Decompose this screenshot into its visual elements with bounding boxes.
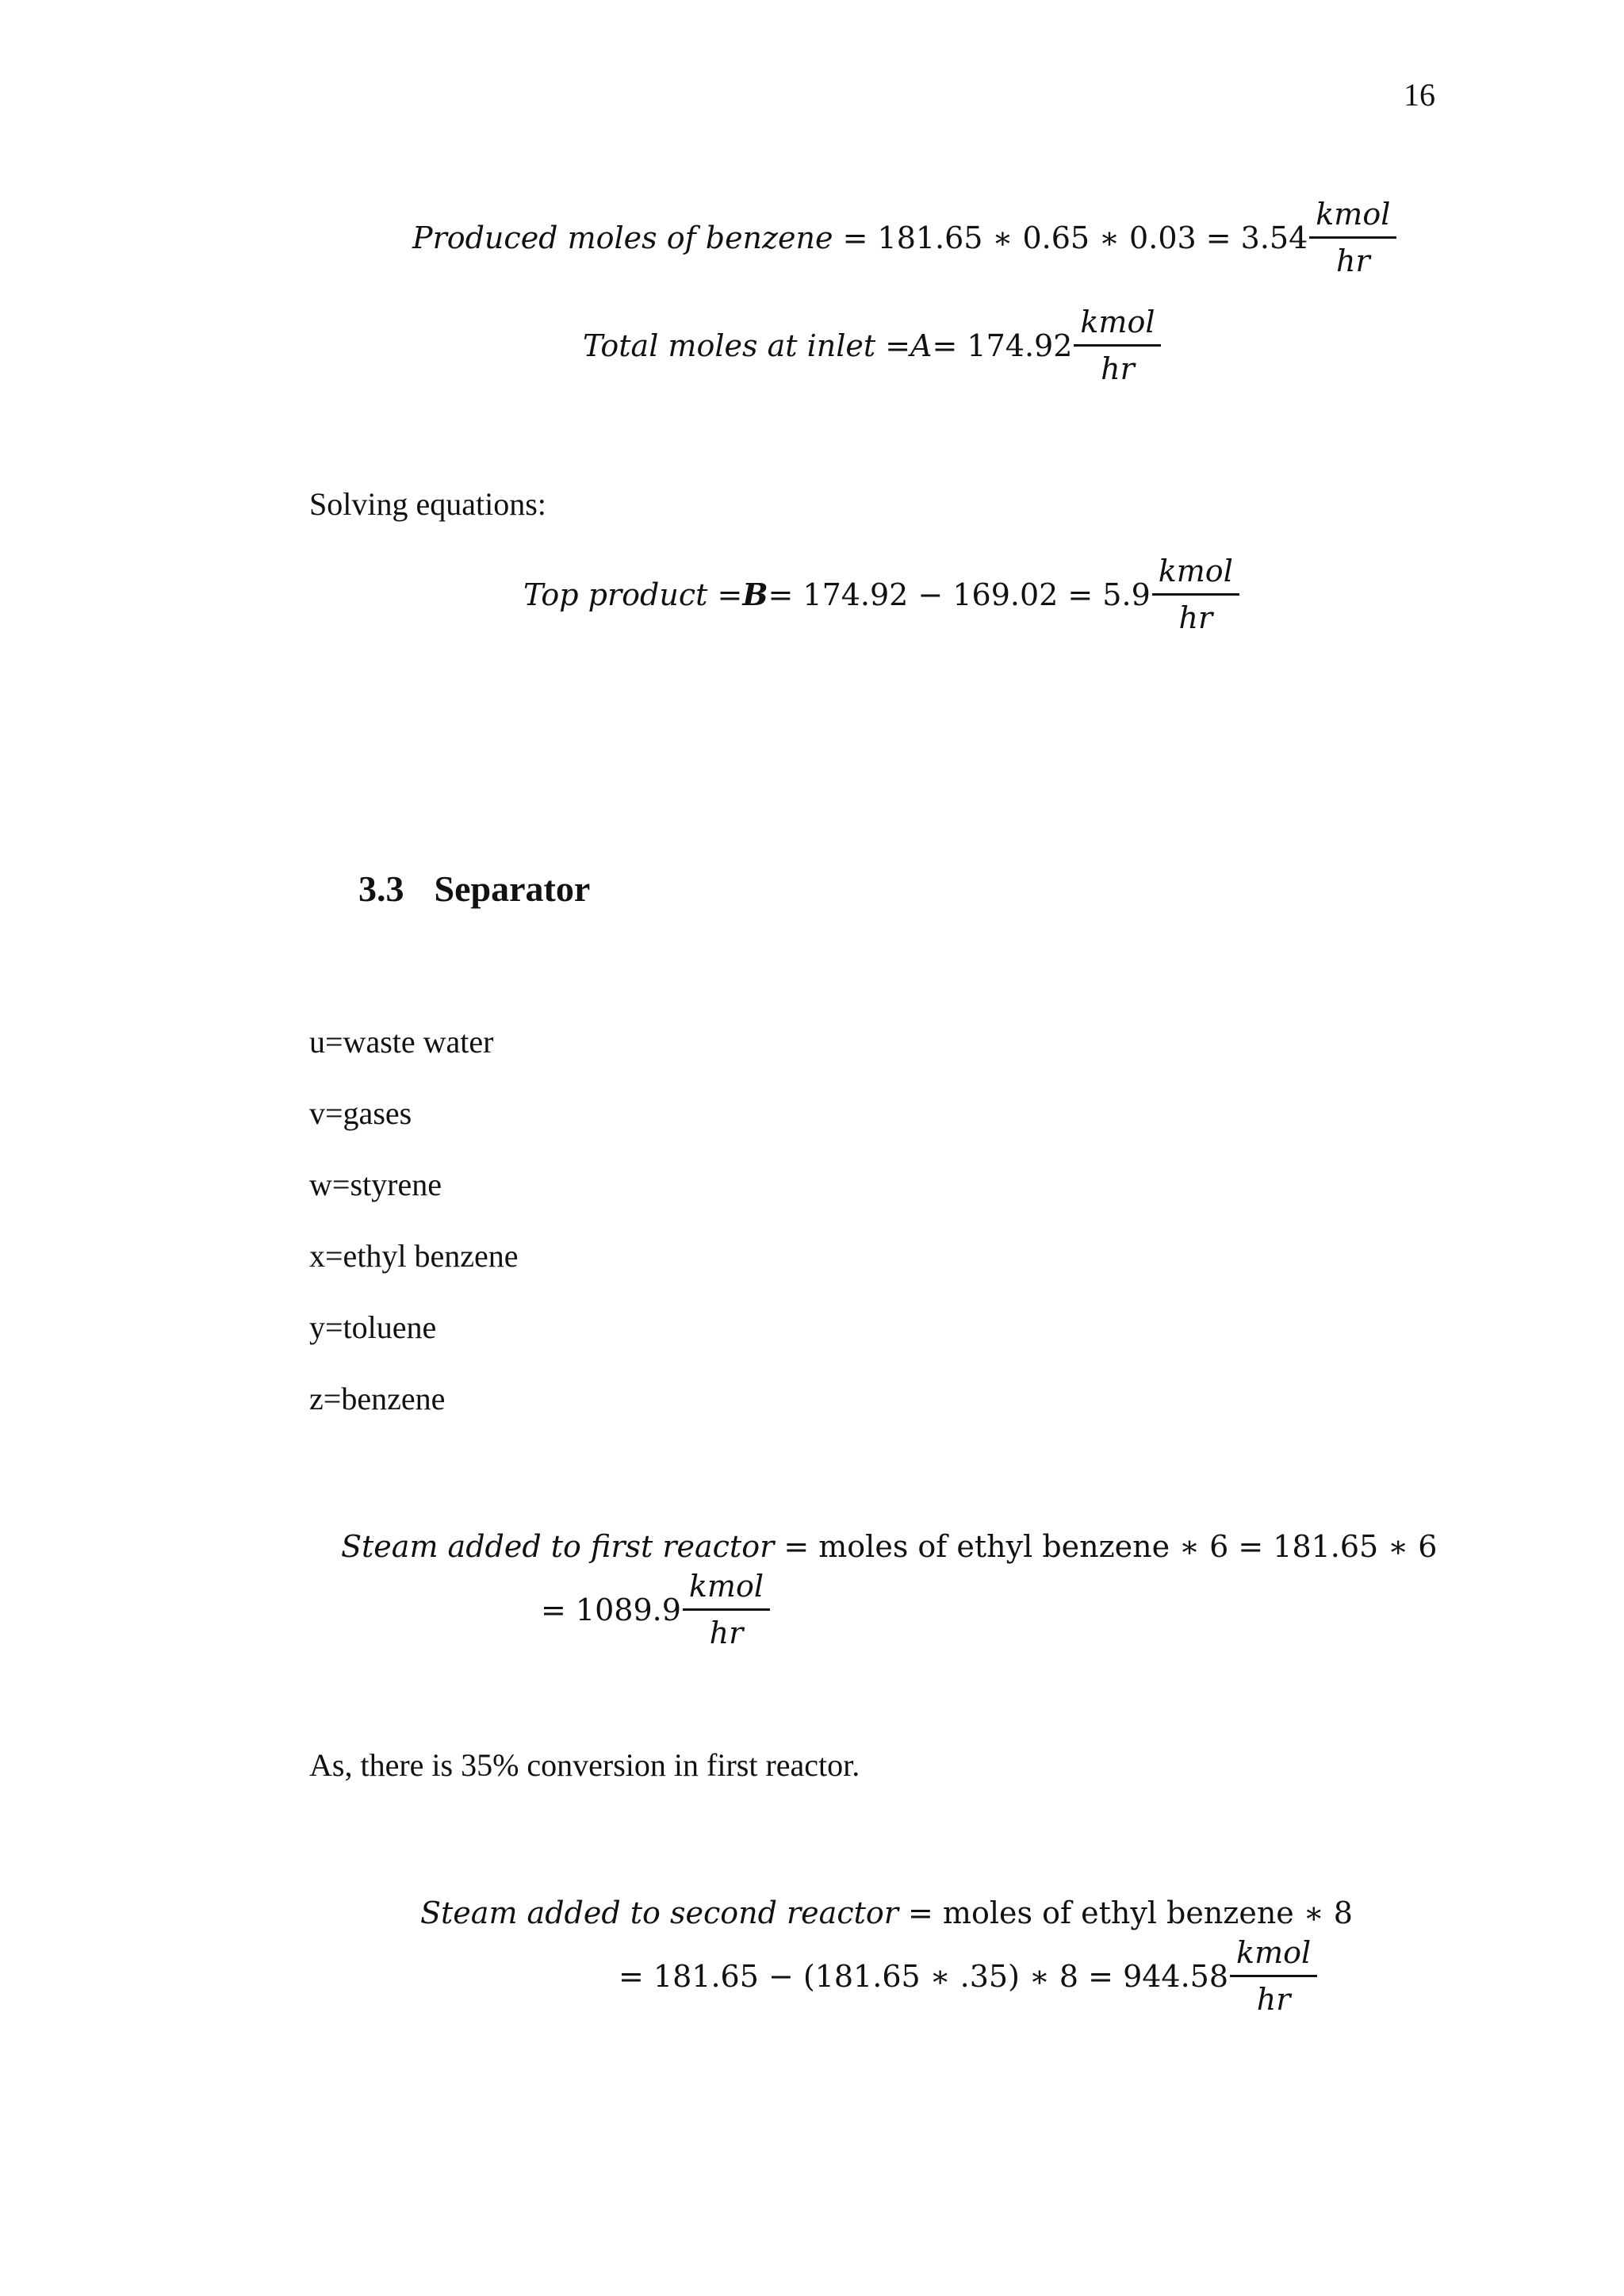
equation-var: B	[742, 577, 768, 612]
unit-denominator: hr	[683, 1608, 770, 1650]
equation-eq: =	[717, 577, 743, 612]
solving-equations-text: Solving equations:	[309, 486, 546, 522]
equation-var: A	[910, 328, 933, 363]
list-item: y=toluene	[309, 1309, 437, 1345]
unit-numerator: kmol	[1236, 1935, 1312, 1970]
equation-steam-second-line2	[619, 1935, 1314, 2017]
equation-steam-first-line2	[541, 1569, 767, 1650]
equation-rhs: = moles of ethyl benzene ∗ 6 = 181.65 ∗ 6	[783, 1529, 1438, 1564]
unit-numerator: kmol	[1080, 305, 1155, 339]
equation-rhs: = 1089.9	[541, 1592, 681, 1627]
unit-numerator: kmol	[1316, 197, 1391, 232]
page-number: 16	[1404, 77, 1435, 113]
equation-rhs: = moles of ethyl benzene ∗ 8	[908, 1895, 1353, 1930]
list-item: x=ethyl benzene	[309, 1238, 519, 1274]
conversion-text: As, there is 35% conversion in first reactor.	[309, 1747, 860, 1783]
equation-rhs: = 174.92 − 169.02 = 5.9	[768, 577, 1151, 612]
unit-denominator: hr	[1152, 593, 1239, 635]
equation-produced-benzene	[412, 197, 1393, 278]
variable-list	[309, 1023, 519, 1451]
section-title: Separator	[434, 868, 591, 909]
unit-fraction	[1312, 197, 1393, 278]
list-item: v=gases	[309, 1095, 412, 1131]
equation-lhs: Produced moles of benzene	[412, 220, 833, 255]
equation-total-moles	[583, 305, 1158, 386]
unit-denominator: hr	[1230, 1975, 1317, 2017]
equation-rhs: = 181.65 − (181.65 ∗ .35) ∗ 8 = 944.58	[619, 1958, 1229, 1994]
equation-lhs: Total moles at inlet	[583, 328, 876, 363]
unit-denominator: hr	[1074, 344, 1161, 386]
equation-rhs: = 181.65 ∗ 0.65 ∗ 0.03 = 3.54	[842, 220, 1308, 255]
unit-fraction	[686, 1569, 767, 1650]
list-item: u=waste water	[309, 1024, 494, 1060]
unit-numerator: kmol	[1158, 554, 1233, 588]
equation-lhs: Top product	[523, 577, 708, 612]
equation-eq: =	[885, 328, 911, 363]
unit-fraction	[1077, 305, 1158, 386]
equation-steam-first-line1	[341, 1529, 1437, 1564]
list-item: z=benzene	[309, 1381, 446, 1416]
equation-top-product	[523, 554, 1236, 635]
equation-steam-second-line1	[420, 1895, 1353, 1930]
unit-numerator: kmol	[688, 1569, 764, 1604]
unit-fraction	[1155, 554, 1236, 635]
equation-lhs: Steam added to second reactor	[420, 1895, 898, 1930]
section-number: 3.3	[358, 868, 404, 909]
unit-denominator: hr	[1309, 236, 1396, 278]
list-item: w=styrene	[309, 1167, 442, 1202]
unit-fraction	[1233, 1935, 1314, 2017]
section-heading	[358, 868, 590, 910]
equation-lhs: Steam added to first reactor	[341, 1529, 775, 1564]
equation-rhs: = 174.92	[932, 328, 1073, 363]
